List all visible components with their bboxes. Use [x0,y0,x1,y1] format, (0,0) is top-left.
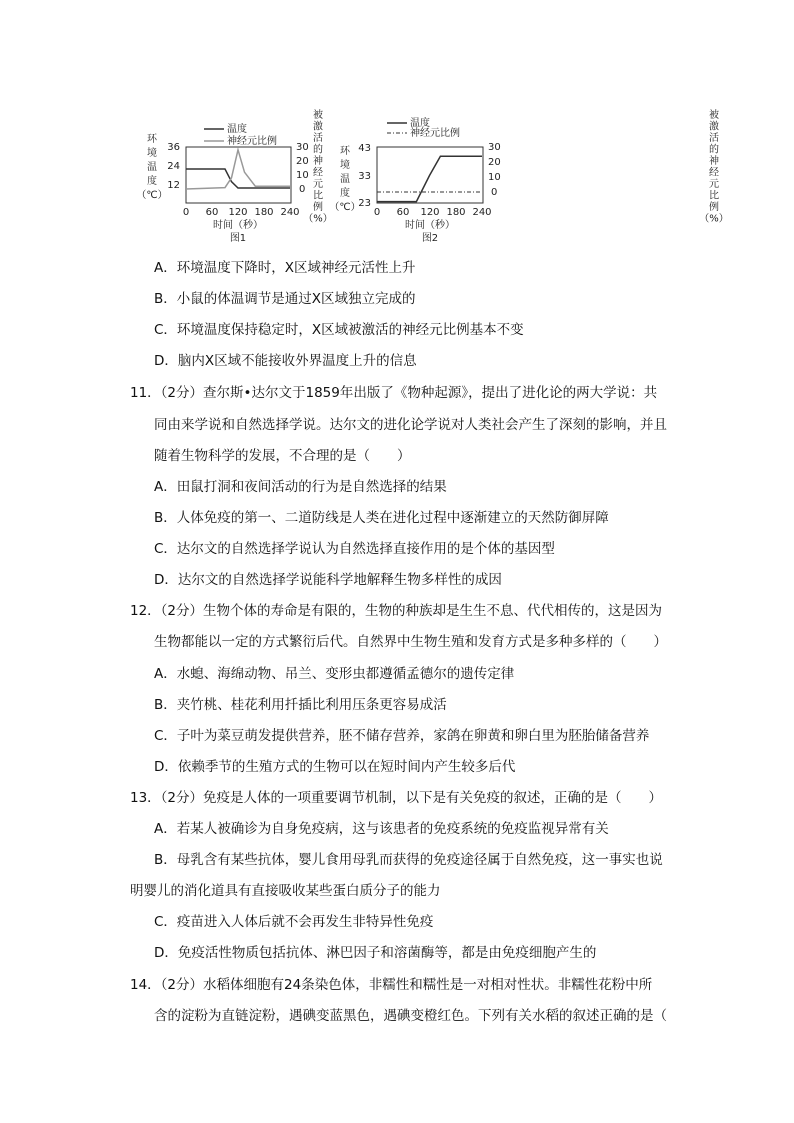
ylabel-right-char: 激 [313,121,323,133]
fig2-ylabel-char: 环 [340,146,350,157]
text-line: A．田鼠打洞和夜间活动的行为是自然选择的结果 [154,479,447,495]
fig1-ylabel-char: 温 [147,162,157,173]
text-line: D．依赖季节的生殖方式的生物可以在短时间内产生较多后代 [154,759,516,775]
fig2-ylabel-right [699,108,729,225]
fig2-xtick: 0 [373,207,381,218]
fig2-ytick-left: 43 [358,143,371,154]
text-line: B．人体免疫的第一、二道防线是人类在进化过程中逐渐建立的天然防御屏障 [154,510,609,526]
text-line: D．达尔文的自然选择学说能科学地解释生物多样性的成因 [154,572,502,588]
fig2-ylabel-char: 温 [340,174,350,185]
fig1-xtick: 180 [254,207,274,218]
figure-area [132,104,729,254]
fig1-legend-temp: 温度 [227,124,247,135]
fig2-ylabel-char: 度 [340,188,350,199]
fig2-ytick-right: 10 [488,172,501,183]
fig1-ytick-right: 20 [296,156,309,167]
fig1-ytick-left: 12 [167,180,180,191]
ylabel-right-char: 活 [313,133,323,144]
fig2-xlabel: 时间（秒） [405,220,455,231]
fig1-xlabel: 时间（秒） [213,220,263,231]
fig1-ylabel-char: （℃） [136,190,168,201]
ylabel-right-char: 被 [709,110,719,121]
fig2-xtick: 240 [472,207,492,218]
fig2-legend-ratio: 神经元比例 [410,128,460,139]
ylabel-right-char: 的 [313,144,323,156]
fig2-series-temperature [377,156,482,201]
ylabel-right-char: 神 [709,156,719,167]
fig1-xtick: 0 [182,207,190,218]
figure-2-chart [329,104,729,249]
text-line: C．达尔文的自然选择学说认为自然选择直接作用的是个体的基因型 [154,541,555,557]
ylabel-right-char: 的 [709,144,719,156]
ylabel-right-char: （%） [303,213,333,225]
fig2-ylabel-char: （℃） [329,202,361,213]
text-line: C．疫苗进入人体后就不会再发生非特异性免疫 [154,914,434,930]
ylabel-right-char: 经 [709,167,719,179]
text-line: C．环境温度保持稳定时，X区域被激活的神经元比例基本不变 [154,322,524,338]
ylabel-right-char: 比 [313,190,323,202]
ylabel-right-char: 激 [709,121,719,133]
fig2-ytick-left: 23 [358,198,371,209]
text-line: 同由来学说和自然选择学说。达尔文的进化论学说对人类社会产生了深刻的影响，并且 [154,417,667,433]
text-line: B．夹竹桃、桂花利用扦插比利用压条更容易成活 [154,697,447,713]
ylabel-right-char: 活 [709,133,719,144]
text-line: B．小鼠的体温调节是通过X区域独立完成的 [154,291,416,307]
fig1-ylabel-char: 度 [147,176,157,187]
fig1-xtick: 60 [205,207,219,218]
ylabel-right-char: 经 [313,167,323,179]
text-line: 13．（2分）免疫是人体的一项重要调节机制，以下是有关免疫的叙述，正确的是（ ） [130,790,663,806]
fig2-legend-temp: 温度 [410,118,430,129]
fig1-caption: 图1 [229,233,247,244]
fig2-ytick-right: 20 [488,157,501,168]
fig1-plot-frame [186,147,291,203]
fig1-ytick-right: 0 [299,184,306,195]
text-line: 含的淀粉为直链淀粉，遇碘变蓝黑色，遇碘变橙红色。下列有关水稻的叙述正确的是（ [154,1008,667,1024]
text-line: 12．（2分）生物个体的寿命是有限的，生物的种族却是生生不息、代代相传的，这是因为 [130,603,663,619]
text-line: 生物都能以一定的方式繁衍后代。自然界中生物生殖和发育方式是多种多样的（ ） [154,634,667,650]
fig1-ylabel-char: 环 [147,134,157,145]
ylabel-right-char: 神 [313,156,323,167]
fig1-ytick-left: 24 [167,161,180,172]
fig2-ytick-right: 30 [488,142,501,153]
text-line: B．母乳含有某些抗体，婴儿食用母乳而获得的免疫途径属于自然免疫，这一事实也说 [154,852,663,868]
text-line: D．免疫活性物质包括抗体、淋巴因子和溶菌酶等，都是由免疫细胞产生的 [154,945,597,961]
text-line: D．脑内X区域不能接收外界温度上升的信息 [154,353,417,369]
fig1-xtick: 120 [228,207,248,218]
fig2-xtick: 60 [396,207,410,218]
text-line: 14．（2分）水稻体细胞有24条染色体，非糯性和糯性是一对相对性状。非糯性花粉中所 [130,977,653,993]
text-line: 随着生物科学的发展，不合理的是（ ） [154,448,411,464]
ylabel-right-char: 元 [709,179,719,190]
ylabel-right-char: 元 [313,179,323,190]
fig1-xtick: 240 [280,207,300,218]
text-line: 明婴儿的消化道具有直接吸收某些蛋白质分子的能力 [130,883,441,899]
fig2-caption: 图2 [421,233,439,244]
ylabel-right-char: 例 [709,202,719,213]
ylabel-right-char: 被 [313,110,323,121]
text-line: C．子叶为菜豆萌发提供营养，胚不储存营养，家鸽在卵黄和卵白里为胚胎储备营养 [154,728,650,744]
ylabel-right-char: 例 [313,202,323,213]
figure-1-chart [132,104,333,249]
text-line: A．环境温度下降时，X区域神经元活性上升 [154,260,416,276]
fig1-series-temperature [186,169,290,188]
fig1-ylabel-char: 境 [147,148,157,159]
fig2-ytick-right: 0 [491,187,498,198]
text-line: 11．（2分）查尔斯•达尔文于1859年出版了《物种起源》，提出了进化论的两大学说：共 [130,385,658,401]
fig2-ylabel-char: 境 [340,160,350,171]
text-line: A．水螅、海绵动物、吊兰、变形虫都遵循孟德尔的遗传定律 [154,666,515,682]
fig1-ytick-right: 30 [296,142,309,153]
fig2-xtick: 180 [446,207,466,218]
fig1-ytick-left: 36 [167,142,180,153]
ylabel-right-char: 比 [709,190,719,202]
text-line: A．若某人被确诊为自身免疫病，这与该患者的免疫系统的免疫监视异常有关 [154,821,609,837]
ylabel-right-char: （%） [699,213,729,225]
fig2-ytick-left: 33 [358,171,371,182]
fig2-xtick: 120 [420,207,440,218]
fig1-legend-ratio: 神经元比例 [227,136,277,147]
fig1-ytick-right: 10 [296,170,309,181]
